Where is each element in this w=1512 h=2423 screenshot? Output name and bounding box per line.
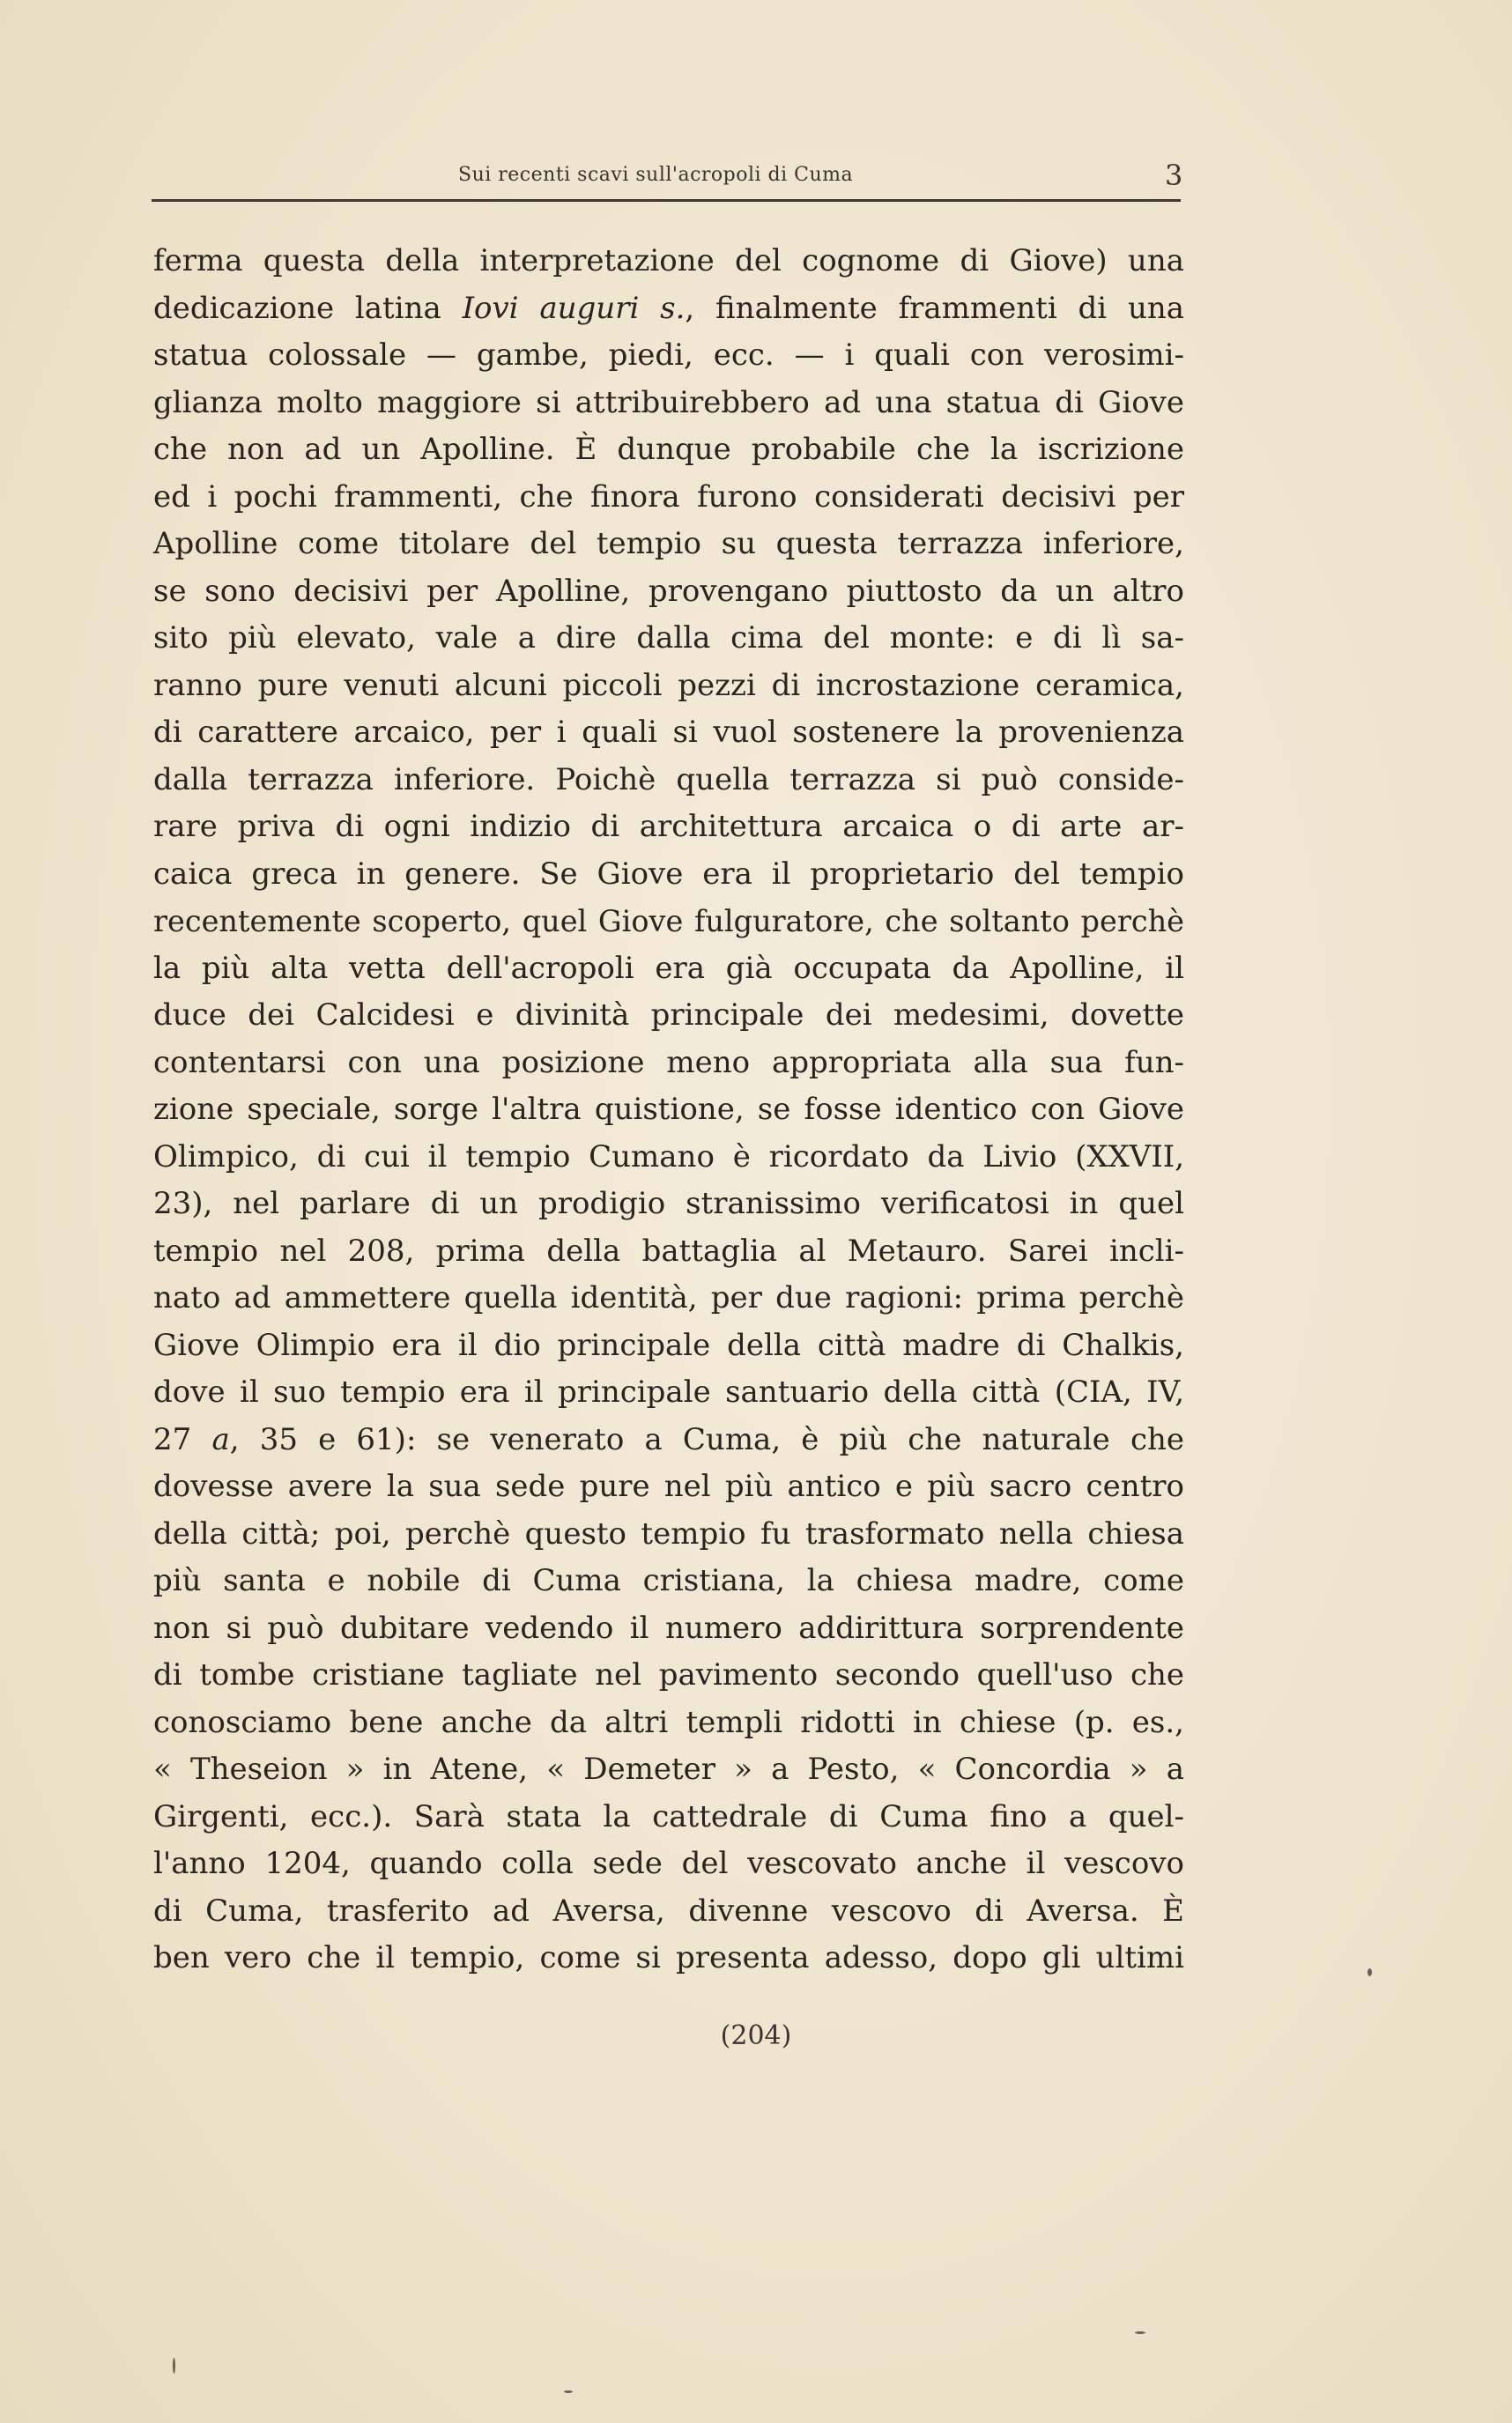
text-line: glianza molto maggiore si attribuirebbero ad una statua di Giove	[153, 384, 1184, 420]
text-line: della città; poi, perchè questo tempio fu trasformato nella chiesa	[153, 1515, 1184, 1552]
text-line: zione speciale, sorge l'altra quistione, se fosse identico con Giove	[153, 1092, 1184, 1127]
text-line: caica greca in genere. Se Giove era il proprietario del tempio	[153, 856, 1184, 892]
paper-speck	[1367, 1968, 1372, 1976]
text-line: dalla terrazza inferiore. Poichè quella terrazza si può conside-	[153, 761, 1184, 797]
text-line: « Theseion » in Atene, « Demeter » a Pesto, « Concordia » a	[153, 1752, 1184, 1787]
text-line: dovesse avere la sua sede pure nel più antico e più sacro centro	[153, 1469, 1184, 1504]
running-title: Sui recenti scavi sull'acropoli di Cuma	[458, 164, 854, 186]
text-line: ed i pochi frammenti, che finora furono considerati decisivi per	[153, 478, 1184, 515]
text-line: non si può dubitare vedendo il numero addirittura sorprendente	[153, 1610, 1184, 1646]
text-line: Apolline come titolare del tempio su questa terrazza inferiore,	[153, 526, 1184, 561]
text-line: duce dei Calcidesi e divinità principale dei medesimi, dovette	[153, 997, 1184, 1033]
text-line: se sono decisivi per Apolline, provengano piuttosto da un altro	[153, 573, 1184, 609]
text-line: dedicazione latina Iovi auguri s., finalmente frammenti di una	[153, 290, 1185, 326]
paper-speck	[173, 2358, 175, 2374]
folio: (204)	[720, 2020, 792, 2051]
text-line: recentemente scoperto, quel Giove fulguratore, che soltanto perchè	[153, 904, 1184, 938]
paper-speck	[564, 2390, 573, 2393]
header-rule	[152, 199, 1181, 202]
text-line: ferma questa della interpretazione del cognome di Giove) una	[153, 243, 1184, 278]
text-line: che non ad un Apolline. È dunque probabile che la iscrizione	[153, 432, 1184, 467]
body-text	[153, 238, 1184, 1982]
text-line: ben vero che il tempio, come si presenta adesso, dopo gli ultimi	[153, 1940, 1184, 1975]
text-line: Olimpico, di cui il tempio Cumano è ricordato da Livio (XXVII,	[153, 1138, 1184, 1174]
text-line: statua colossale — gambe, piedi, ecc. — i quali con verosimi-	[153, 337, 1184, 373]
text-line: Girgenti, ecc.). Sarà stata la cattedrale di Cuma fino a quel-	[153, 1798, 1184, 1834]
text-line: più santa e nobile di Cuma cristiana, la chiesa madre, come	[153, 1563, 1184, 1598]
text-line: tempio nel 208, prima della battaglia al Metauro. Sarei incli-	[153, 1233, 1184, 1269]
text-line: 27 a, 35 e 61): se venerato a Cuma, è più che naturale che	[153, 1421, 1184, 1457]
text-line: Giove Olimpio era il dio principale della città madre di Chalkis,	[153, 1327, 1184, 1363]
text-line: contentarsi con una posizione meno appropriata alla sua fun-	[153, 1044, 1184, 1080]
text-line: di carattere arcaico, per i quali si vuol sostenere la provenienza	[153, 715, 1184, 750]
text-line: nato ad ammettere quella identità, per due ragioni: prima perchè	[153, 1280, 1184, 1315]
text-line: rare priva di ogni indizio di architettura arcaica o di arte ar-	[153, 809, 1184, 844]
text-line: ranno pure venuti alcuni piccoli pezzi di incrostazione ceramica,	[153, 667, 1184, 703]
paper-speck	[1135, 2331, 1145, 2334]
text-line: 23), nel parlare di un prodigio stranissimo verificatosi in quel	[153, 1186, 1184, 1221]
page-number: 3	[1165, 159, 1183, 192]
text-line: la più alta vetta dell'acropoli era già occupata da Apolline, il	[153, 950, 1184, 986]
text-line: di Cuma, trasferito ad Aversa, divenne vescovo di Aversa. È	[153, 1893, 1184, 1929]
text-line: sito più elevato, vale a dire dalla cima del monte: e di lì sa-	[153, 620, 1184, 656]
text-line: di tombe cristiane tagliate nel pavimento secondo quell'uso che	[153, 1657, 1184, 1693]
text-line: conosciamo bene anche da altri templi ridotti in chiese (p. es.,	[153, 1704, 1184, 1740]
text-line: dove il suo tempio era il principale santuario della città (CIA, IV,	[153, 1375, 1184, 1410]
text-line: l'anno 1204, quando colla sede del vescovato anche il vescovo	[153, 1846, 1184, 1881]
